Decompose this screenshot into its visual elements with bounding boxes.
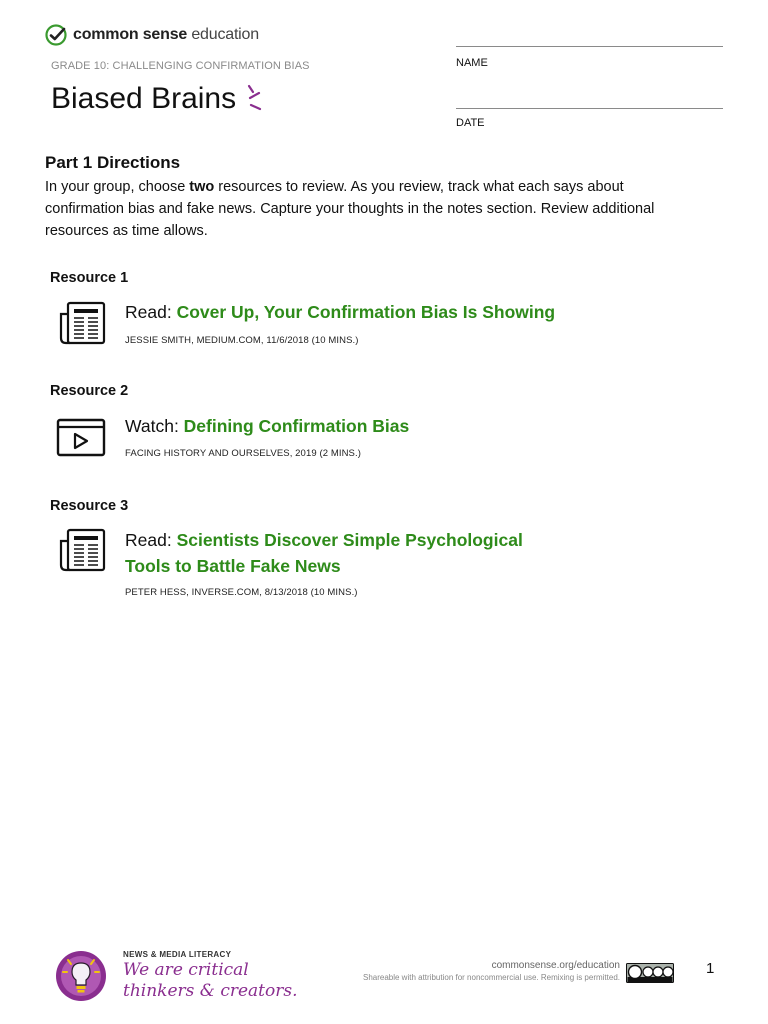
lightbulb-badge-icon <box>55 950 107 1002</box>
date-label: DATE <box>456 117 485 129</box>
resource-3-link[interactable]: Scientists Discover Simple Psychological Tools to Battle Fake News <box>125 530 523 576</box>
checkmark-logo-icon <box>45 24 67 46</box>
resource-2-meta: FACING HISTORY AND OURSELVES, 2019 (2 MINS.) <box>125 448 361 459</box>
grade-subtitle: GRADE 10: CHALLENGING CONFIRMATION BIAS <box>51 60 310 72</box>
directions-heading: Part 1 Directions <box>45 153 181 172</box>
resource-2-title: Watch: Defining Confirmation Bias <box>125 416 410 436</box>
name-field-line[interactable] <box>456 46 723 47</box>
program-label: NEWS & MEDIA LITERACY <box>123 950 232 959</box>
name-label: NAME <box>456 57 488 69</box>
tagline: We are critical thinkers & creators. <box>123 960 298 1001</box>
resource-2-link[interactable]: Defining Confirmation Bias <box>183 416 410 436</box>
page-title <box>51 82 262 116</box>
resource-3-title: Read: Scientists Discover Simple Psychological Tools to Battle Fake News <box>125 530 523 576</box>
brand-logo <box>45 24 259 46</box>
newspaper-icon <box>56 527 108 575</box>
emphasis-two: two <box>189 179 215 195</box>
creative-commons-icon <box>626 963 674 983</box>
resource-1-link[interactable]: Cover Up, Your Confirmation Bias Is Showing <box>176 302 556 322</box>
video-player-icon <box>56 414 108 462</box>
license-text: Shareable with attribution for noncommercial use. Remixing is permitted. <box>362 973 620 982</box>
resource-3-meta: PETER HESS, INVERSE.COM, 8/13/2018 (10 MINS.) <box>125 587 358 598</box>
newspaper-icon <box>56 300 108 348</box>
resource-2-heading: Resource 2 <box>50 383 129 399</box>
date-field-line[interactable] <box>456 108 723 109</box>
resource-3-heading: Resource 3 <box>50 498 129 514</box>
directions-text: In your group, choose two resources to review. As you review, track what each says about confirmation bias and fake news. Capture your thoughts in the notes section. Review additional resources as time allows. <box>45 179 655 239</box>
footer-url[interactable]: commonsense.org/education <box>491 960 620 971</box>
page-title-text: Biased Brains <box>51 82 237 115</box>
resource-1-title: Read: Cover Up, Your Confirmation Bias Is Showing <box>125 302 556 322</box>
spark-marks-icon <box>246 84 262 114</box>
resource-1-heading: Resource 1 <box>50 270 129 286</box>
resource-1-meta: JESSIE SMITH, MEDIUM.COM, 11/6/2018 (10 MINS.) <box>125 335 359 346</box>
brand-name: common sense education <box>73 26 259 43</box>
page-number: 1 <box>706 960 715 977</box>
